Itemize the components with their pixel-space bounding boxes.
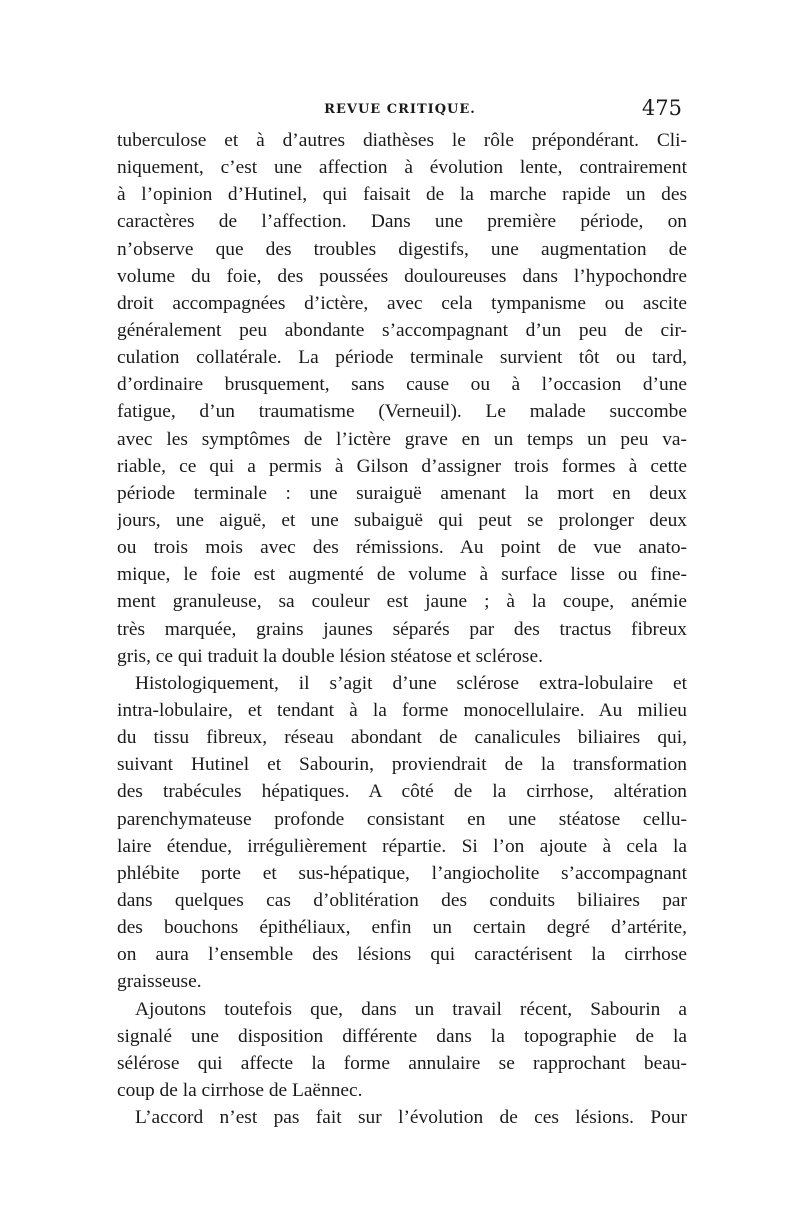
text-line: Histologiquement, il s’agit d’une sclérose extra-lobulaire et: [135, 672, 687, 694]
text-line: période terminale : une suraiguë amenant la mort en deux: [117, 482, 687, 504]
text-line: des bouchons épithéliaux, enfin un certain degré d’artérite,: [117, 917, 687, 939]
text-line: niquement, c’est une affection à évolution lente, contrairement: [117, 157, 687, 179]
text-line: n’observe que des troubles digestifs, une augmentation de: [117, 238, 687, 260]
text-line: culation collatérale. La période terminale survient tôt ou tard,: [117, 347, 687, 369]
text-line: Ajoutons toutefois que, dans un travail récent, Sabourin a: [135, 998, 687, 1020]
text-line: des trabécules hépatiques. A côté de la cirrhose, altération: [117, 781, 687, 803]
text-line: graisseuse.: [117, 971, 202, 993]
text-line: mique, le foie est augmenté de volume à surface lisse ou fine-: [117, 564, 687, 586]
text-line: on aura l’ensemble des lésions qui caractérisent la cirrhose: [117, 944, 687, 966]
text-line: ou trois mois avec des rémissions. Au point de vue anato-: [117, 537, 687, 559]
text-line: phlébite porte et sus-hépatique, l’angiocholite s’accompagnant: [117, 862, 687, 884]
text-line: droit accompagnées d’ictère, avec cela tympanisme ou ascite: [117, 292, 687, 314]
body-text: [117, 127, 687, 1131]
text-line: gris, ce qui traduit la double lésion stéatose et sclérose.: [117, 645, 543, 667]
text-line: suivant Hutinel et Sabourin, proviendrait de la transformation: [117, 754, 687, 776]
text-line: à l’opinion d’Hutinel, qui faisait de la marche rapide un des: [117, 184, 687, 206]
running-title: REVUE CRITIQUE.: [324, 102, 476, 117]
text-line: dans quelques cas d’oblitération des conduits biliaires par: [117, 889, 687, 911]
text-line: d’ordinaire brusquement, sans cause ou à l’occasion d’une: [117, 374, 687, 396]
text-line: parenchymateuse profonde consistant en une stéatose cellu-: [117, 808, 687, 830]
text-line: jours, une aiguë, et une subaiguë qui peut se prolonger deux: [117, 509, 687, 531]
page-header: [0, 96, 800, 126]
text-line: fatigue, d’un traumatisme (Verneuil). Le malade succombe: [117, 401, 687, 423]
text-line: généralement peu abondante s’accompagnant d’un peu de cir-: [117, 319, 687, 341]
text-line: ment granuleuse, sa couleur est jaune ; à la coupe, anémie: [117, 591, 687, 613]
text-line: tuberculose et à d’autres diathèses le rôle prépondérant. Cli-: [117, 130, 687, 151]
text-line: sélérose qui affecte la forme annulaire se rapprochant beau-: [117, 1052, 687, 1074]
text-line: riable, ce qui a permis à Gilson d’assigner trois formes à cette: [117, 455, 687, 477]
text-line: du tissu fibreux, réseau abondant de canalicules biliaires qui,: [117, 727, 687, 749]
page-number: 475: [641, 96, 682, 120]
text-line: L’accord n’est pas fait sur l’évolution de ces lésions. Pour: [135, 1107, 687, 1129]
text-line: avec les symptômes de l’ictère grave en un temps un peu va-: [117, 428, 687, 450]
text-line: caractères de l’affection. Dans une première période, on: [117, 211, 687, 233]
text-line: coup de la cirrhose de Laënnec.: [117, 1079, 363, 1101]
text-line: laire étendue, irrégulièrement répartie. Si l’on ajoute à cela la: [117, 835, 687, 857]
text-line: signalé une disposition différente dans la topographie de la: [117, 1025, 687, 1047]
text-line: volume du foie, des poussées douloureuses dans l’hypochondre: [117, 265, 687, 287]
text-line: très marquée, grains jaunes séparés par des tractus fibreux: [117, 618, 687, 640]
text-line: intra-lobulaire, et tendant à la forme monocellulaire. Au milieu: [117, 699, 687, 721]
